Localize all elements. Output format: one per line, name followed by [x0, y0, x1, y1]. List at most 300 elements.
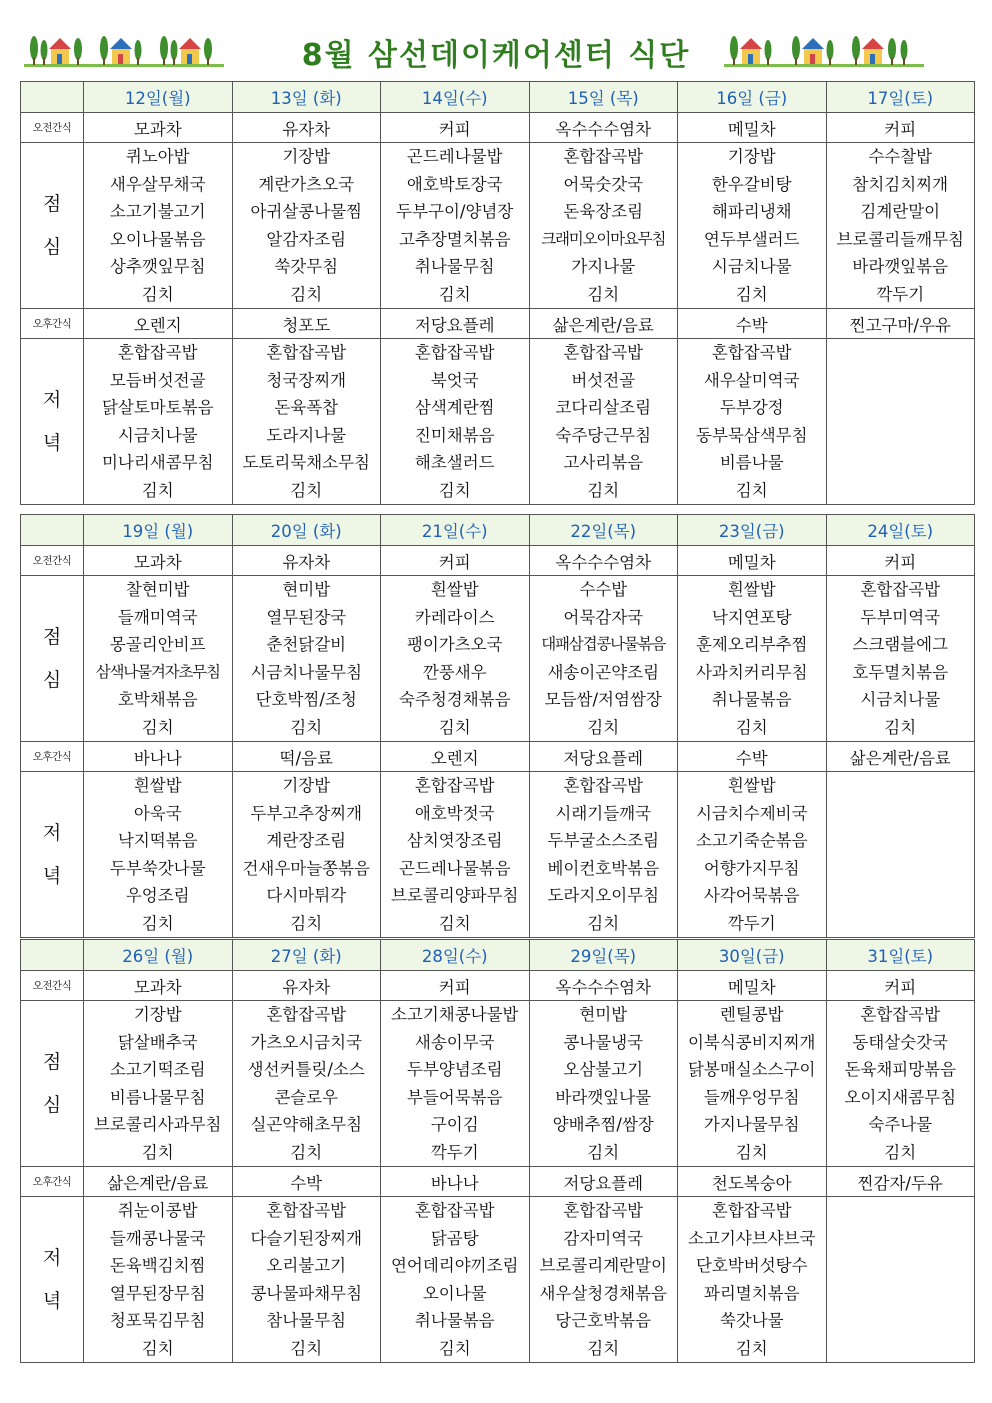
menu-item: 두부양념조림 — [406, 1060, 503, 1079]
menu-item: 흰쌀밥 — [727, 776, 776, 795]
menu-item: 수수밥 — [579, 580, 628, 599]
menu-item: 꽈리멸치볶음 — [703, 1283, 800, 1303]
morning-snack-row — [21, 546, 975, 576]
menu-item: 숙주당근무침 — [555, 425, 652, 445]
lunch-cell — [529, 143, 678, 309]
dinner-label-char: 녁 — [42, 431, 62, 454]
menu-item: 소고기떡조림 — [109, 1060, 206, 1079]
menu-item: 애호박토장국 — [406, 174, 503, 194]
menu-item: 두부구이/양념장 — [396, 202, 514, 221]
menu-item: 소고기불고기 — [109, 202, 206, 221]
menu-item: 콩나물파채무침 — [250, 1283, 363, 1303]
menu-item: 돈육폭찹 — [274, 398, 339, 417]
date-row — [21, 82, 975, 113]
afternoon-snack-label: 오후간식 — [21, 742, 84, 772]
lunch-cell — [678, 576, 827, 742]
menu-item: 혼합잡곡밥 — [414, 343, 495, 362]
menu-item: 김치 — [438, 480, 471, 500]
dinner-cell — [84, 339, 233, 505]
menu-item: 김치 — [735, 1142, 768, 1162]
menu-item: 김치 — [587, 480, 620, 500]
menu-item: 낙지연포탕 — [711, 607, 792, 627]
menu-item: 애호박젓국 — [414, 803, 495, 823]
date-cell: 16일 (금) — [678, 82, 827, 113]
menu-item: 김치 — [290, 480, 323, 500]
menu-item: 렌틸콩밥 — [719, 1005, 784, 1024]
menu-item: 혼합잡곡밥 — [414, 776, 495, 795]
lunch-label — [21, 143, 84, 309]
menu-item: 가지나물무침 — [703, 1115, 800, 1134]
menu-item: 바라깻잎나물 — [555, 1087, 652, 1107]
menu-item: 김치 — [290, 1338, 323, 1358]
menu-item: 들깨우엉무침 — [703, 1087, 800, 1107]
menu-item: 카레라이스 — [414, 607, 495, 627]
menu-item: 열무된장무침 — [109, 1283, 206, 1303]
lunch-label — [21, 576, 84, 742]
menu-item: 김치 — [587, 1338, 620, 1358]
page-title: 8월 삼선데이케어센터 식단 — [301, 38, 691, 73]
menu-item: 도토리묵채소무침 — [242, 453, 370, 472]
date-cell: 21일(수) — [381, 515, 530, 546]
menu-item: 들깨콩나물국 — [109, 1228, 206, 1248]
menu-item: 새송이곤약조림 — [547, 662, 660, 682]
menu-item: 다시마튀각 — [266, 886, 347, 905]
menu-item: 혼합잡곡밥 — [266, 1005, 347, 1024]
lunch-cell — [232, 143, 381, 309]
date-cell: 15일 (목) — [529, 82, 678, 113]
date-cell: 22일(목) — [529, 515, 678, 546]
menu-item: 혼합잡곡밥 — [563, 776, 644, 795]
menu-item: 이북식콩비지찌개 — [687, 1032, 816, 1052]
dinner-cell — [232, 772, 381, 938]
morning-snack-row — [21, 113, 975, 143]
afternoon-snack-cell: 천도복숭아 — [678, 1167, 827, 1197]
menu-item: 기장밥 — [133, 1005, 182, 1024]
menu-item: 계란장조림 — [266, 831, 347, 850]
morning-snack-cell: 메밀차 — [678, 971, 827, 1001]
menu-item: 수수찰밥 — [868, 147, 933, 166]
lunch-cell — [678, 143, 827, 309]
afternoon-snack-cell: 청포도 — [232, 309, 381, 339]
menu-item: 혼합잡곡밥 — [563, 1201, 644, 1220]
dinner-label-char: 녁 — [42, 1289, 62, 1312]
menu-item: 시래기들깨국 — [555, 803, 652, 823]
menu-item: 고추장멸치볶음 — [398, 229, 511, 249]
menu-item: 취나물무침 — [414, 257, 495, 276]
menu-item: 현미밥 — [579, 1005, 628, 1024]
menu-item: 김치 — [735, 1338, 768, 1358]
menu-item: 오삼불고기 — [563, 1060, 644, 1079]
menu-item: 두부미역국 — [860, 607, 941, 627]
menu-item: 건새우마늘쫑볶음 — [242, 858, 370, 878]
menu-item: 혼합잡곡밥 — [266, 343, 347, 362]
menu-item: 콩나물냉국 — [563, 1032, 644, 1052]
dinner-cell — [529, 1197, 678, 1363]
menu-item: 깍두기 — [727, 913, 776, 933]
menu-item: 참치김치찌개 — [852, 174, 949, 194]
morning-snack-cell: 옥수수수염차 — [529, 971, 678, 1001]
date-cell: 17일(토) — [826, 82, 975, 113]
menu-item: 혼합잡곡밥 — [266, 1201, 347, 1220]
dinner-label — [21, 1197, 84, 1363]
afternoon-snack-cell: 삶은계란/음료 — [84, 1167, 233, 1197]
menu-item: 돈육채피망볶음 — [844, 1060, 957, 1079]
menu-item: 사각어묵볶음 — [703, 886, 800, 905]
afternoon-snack-cell: 저당요플레 — [529, 1167, 678, 1197]
dinner-cell — [678, 339, 827, 505]
dinner-row — [21, 1197, 975, 1363]
menu-item: 연두부샐러드 — [703, 229, 800, 249]
menu-item: 김치 — [438, 1338, 471, 1358]
menu-item: 해초샐러드 — [414, 453, 495, 472]
morning-snack-cell: 메밀차 — [678, 113, 827, 143]
menu-item: 소고기샤브샤브국 — [687, 1228, 816, 1248]
menu-item: 훈제오리부추찜 — [695, 635, 808, 654]
morning-snack-cell: 옥수수수염차 — [529, 113, 678, 143]
menu-item: 크래미오이마요무침 — [541, 229, 666, 248]
menu-item: 김치 — [438, 717, 471, 737]
dinner-label-char: 녁 — [42, 864, 62, 887]
menu-item: 양배추찜/쌈장 — [552, 1115, 654, 1134]
date-cell: 24일(토) — [826, 515, 975, 546]
menu-item: 오이나물볶음 — [109, 229, 206, 249]
menu-item: 김치 — [438, 913, 471, 933]
date-row-corner — [21, 515, 84, 546]
menu-item: 오리불고기 — [266, 1256, 347, 1275]
menu-item: 김치 — [290, 1142, 323, 1162]
lunch-cell — [529, 576, 678, 742]
menu-item: 브로콜리들깨무침 — [836, 229, 964, 249]
dinner-cell — [826, 772, 975, 938]
afternoon-snack-cell: 삶은계란/음료 — [529, 309, 678, 339]
dinner-cell — [826, 1197, 975, 1363]
menu-item: 구이김 — [430, 1115, 479, 1134]
menu-item: 실곤약해초무침 — [250, 1115, 363, 1134]
lunch-row — [21, 576, 975, 742]
dinner-label-char: 저 — [42, 821, 62, 844]
menu-item: 열무된장국 — [266, 607, 347, 627]
menu-item: 두부고추장찌개 — [250, 803, 363, 823]
afternoon-snack-row — [21, 1167, 975, 1197]
menu-item: 시금치나물 — [860, 690, 941, 709]
menu-item: 감자미역국 — [563, 1228, 644, 1248]
morning-snack-label: 오전간식 — [21, 113, 84, 143]
dinner-cell — [84, 1197, 233, 1363]
date-cell: 13일 (화) — [232, 82, 381, 113]
menu-item: 곤드레나물볶음 — [398, 858, 511, 878]
date-row-corner — [21, 82, 84, 113]
menu-item: 쑥갓무침 — [274, 257, 339, 276]
menu-item: 고사리볶음 — [563, 453, 644, 472]
dinner-cell — [232, 339, 381, 505]
menu-item: 부들어묵볶음 — [406, 1087, 503, 1107]
afternoon-snack-cell: 떡/음료 — [232, 742, 381, 772]
menu-item: 춘천닭갈비 — [266, 635, 347, 654]
afternoon-snack-cell: 바나나 — [381, 1167, 530, 1197]
menu-item: 진미채볶음 — [414, 425, 495, 445]
afternoon-snack-label: 오후간식 — [21, 1167, 84, 1197]
menu-item: 김치 — [438, 284, 471, 304]
lunch-label — [21, 1001, 84, 1167]
dinner-label — [21, 339, 84, 505]
lunch-cell — [826, 1001, 975, 1167]
menu-item: 김계란말이 — [860, 202, 941, 221]
menu-item: 어향가지무침 — [703, 858, 800, 878]
menu-item: 바라깻잎볶음 — [852, 257, 949, 276]
morning-snack-cell: 옥수수수염차 — [529, 546, 678, 576]
date-cell: 14일(수) — [381, 82, 530, 113]
menu-item: 흰쌀밥 — [727, 580, 776, 599]
afternoon-snack-cell: 바나나 — [84, 742, 233, 772]
morning-snack-cell: 커피 — [381, 546, 530, 576]
menu-item: 혼합잡곡밥 — [414, 1201, 495, 1220]
morning-snack-cell: 모과차 — [84, 971, 233, 1001]
menu-table-week-3 — [20, 939, 975, 1363]
menu-item: 흰쌀밥 — [133, 776, 182, 795]
menu-item: 혼합잡곡밥 — [711, 1201, 792, 1220]
menu-item: 혼합잡곡밥 — [117, 343, 198, 362]
menu-item: 시금치나물무침 — [250, 662, 363, 682]
menu-item: 김치 — [141, 1142, 174, 1162]
lunch-cell — [232, 576, 381, 742]
menu-item: 오이지새콤무침 — [844, 1087, 957, 1107]
menu-item: 돈육장조림 — [563, 202, 644, 221]
menu-item: 호두멸치볶음 — [852, 662, 949, 682]
lunch-cell — [381, 1001, 530, 1167]
menu-item: 북엇국 — [430, 370, 479, 390]
menu-item: 기장밥 — [282, 776, 331, 795]
menu-item: 도라지오이무침 — [547, 886, 660, 905]
afternoon-snack-cell: 찐고구마/우유 — [826, 309, 975, 339]
dinner-label — [21, 772, 84, 938]
lunch-cell — [678, 1001, 827, 1167]
morning-snack-cell: 커피 — [826, 113, 975, 143]
dinner-cell — [529, 772, 678, 938]
lunch-row — [21, 1001, 975, 1167]
morning-snack-cell: 유자차 — [232, 546, 381, 576]
menu-item: 시금치나물 — [117, 425, 198, 445]
menu-item: 해파리냉채 — [711, 202, 792, 221]
menu-item: 곤드레나물밥 — [406, 147, 503, 166]
menu-item: 찰현미밥 — [125, 580, 190, 599]
menu-item: 우엉조림 — [125, 886, 190, 905]
menu-item: 김치 — [587, 717, 620, 737]
menu-item: 팽이가츠오국 — [406, 635, 503, 654]
menu-item: 아욱국 — [133, 803, 182, 823]
lunch-cell — [826, 143, 975, 309]
lunch-cell — [381, 143, 530, 309]
menu-item: 닭살토마토볶음 — [101, 398, 214, 417]
menu-item: 모듬버섯전골 — [109, 370, 206, 390]
morning-snack-cell: 커피 — [381, 113, 530, 143]
date-row — [21, 515, 975, 546]
dinner-cell — [678, 1197, 827, 1363]
menu-item: 도라지나물 — [266, 425, 347, 445]
menu-item: 두부굴소스조림 — [547, 831, 660, 850]
menu-item: 알감자조림 — [266, 229, 347, 249]
menu-item: 김치 — [141, 1338, 174, 1358]
menu-item: 닭봉매실소스구이 — [687, 1060, 816, 1079]
menu-item: 브로콜리사과무침 — [93, 1115, 222, 1134]
menu-item: 혼합잡곡밥 — [711, 343, 792, 362]
lunch-label-char: 점 — [42, 1050, 62, 1073]
morning-snack-label: 오전간식 — [21, 971, 84, 1001]
dinner-row — [21, 339, 975, 505]
dinner-cell — [232, 1197, 381, 1363]
menu-table-week-1 — [20, 81, 975, 505]
menu-item: 새송이무국 — [414, 1032, 495, 1052]
menu-item: 깍두기 — [430, 1142, 479, 1162]
lunch-label-char: 심 — [42, 668, 62, 691]
menu-item: 기장밥 — [282, 147, 331, 166]
menu-item: 혼합잡곡밥 — [860, 1005, 941, 1024]
menu-item: 코다리살조림 — [555, 398, 652, 417]
menu-item: 소고기죽순볶음 — [695, 831, 808, 850]
menu-item: 가츠오시금치국 — [250, 1032, 363, 1052]
menu-item: 혼합잡곡밥 — [563, 147, 644, 166]
dinner-label-char: 저 — [42, 388, 62, 411]
date-cell: 23일(금) — [678, 515, 827, 546]
morning-snack-cell: 커피 — [826, 971, 975, 1001]
morning-snack-cell: 모과차 — [84, 113, 233, 143]
menu-item: 김치 — [141, 480, 174, 500]
dinner-cell — [381, 772, 530, 938]
menu-item: 김치 — [290, 717, 323, 737]
morning-snack-cell: 모과차 — [84, 546, 233, 576]
village-decoration-right-icon — [724, 34, 924, 68]
menu-item: 김치 — [735, 480, 768, 500]
menu-item: 김치 — [141, 913, 174, 933]
menu-item: 연어데리야끼조림 — [390, 1256, 519, 1275]
lunch-cell — [84, 1001, 233, 1167]
menu-item: 당근호박볶음 — [555, 1311, 652, 1330]
lunch-cell — [529, 1001, 678, 1167]
date-cell: 27일 (화) — [232, 940, 381, 971]
menu-item: 상추깻잎무침 — [109, 257, 206, 276]
date-cell: 29일(목) — [529, 940, 678, 971]
menu-item: 가지나물 — [571, 257, 636, 276]
afternoon-snack-cell: 찐감자/두유 — [826, 1167, 975, 1197]
menu-item: 콘슬로우 — [274, 1087, 339, 1107]
morning-snack-cell: 메밀차 — [678, 546, 827, 576]
morning-snack-cell: 커피 — [826, 546, 975, 576]
dinner-row — [21, 772, 975, 938]
lunch-label-char: 점 — [42, 192, 62, 215]
menu-item: 스크램블에그 — [852, 635, 949, 654]
menu-item: 대패삼겹콩나물볶음 — [541, 635, 666, 653]
lunch-row — [21, 143, 975, 309]
date-row-corner — [21, 940, 84, 971]
menu-item: 김치 — [587, 1142, 620, 1162]
date-cell: 12일(월) — [84, 82, 233, 113]
menu-item: 비름나물무침 — [109, 1087, 206, 1107]
menu-item: 생선커틀릿/소스 — [247, 1060, 365, 1079]
afternoon-snack-cell: 수박 — [678, 309, 827, 339]
menu-item: 들깨미역국 — [117, 607, 198, 627]
menu-item: 동태살숫갓국 — [852, 1032, 949, 1052]
morning-snack-cell: 유자차 — [232, 971, 381, 1001]
dinner-label-char: 저 — [42, 1246, 62, 1269]
date-cell: 28일(수) — [381, 940, 530, 971]
menu-item: 아귀살콩나물찜 — [250, 202, 363, 221]
afternoon-snack-cell: 삶은계란/음료 — [826, 742, 975, 772]
menu-item: 브로콜리양파무침 — [390, 886, 519, 905]
afternoon-snack-cell: 수박 — [232, 1167, 381, 1197]
date-cell: 26일 (월) — [84, 940, 233, 971]
date-cell: 31일(토) — [826, 940, 975, 971]
menu-item: 어묵감자국 — [563, 607, 644, 627]
menu-item: 소고기채콩나물밥 — [390, 1005, 519, 1024]
lunch-cell — [232, 1001, 381, 1167]
menu-item: 돈육백김치찜 — [109, 1256, 206, 1275]
menu-item: 미나리새콤무침 — [101, 453, 214, 472]
menu-item: 시금치수제비국 — [695, 803, 808, 823]
menu-item: 쥐눈이콩밥 — [117, 1201, 198, 1220]
menu-item: 혼합잡곡밥 — [563, 343, 644, 362]
lunch-cell — [84, 576, 233, 742]
dinner-cell — [381, 339, 530, 505]
afternoon-snack-cell: 오렌지 — [84, 309, 233, 339]
date-row — [21, 940, 975, 971]
date-cell: 19일 (월) — [84, 515, 233, 546]
menu-item: 단호박버섯탕수 — [695, 1256, 808, 1275]
menu-item: 사과치커리무침 — [695, 662, 808, 682]
afternoon-snack-cell: 수박 — [678, 742, 827, 772]
menu-item: 비름나물 — [719, 453, 784, 472]
menu-item: 오이나물 — [422, 1283, 487, 1303]
dinner-cell — [678, 772, 827, 938]
menu-item: 김치 — [884, 717, 917, 737]
date-cell: 30일(금) — [678, 940, 827, 971]
afternoon-snack-cell: 오렌지 — [381, 742, 530, 772]
menu-item: 숙주청경채볶음 — [398, 690, 511, 709]
menu-item: 베이컨호박볶음 — [547, 858, 660, 878]
menu-item: 새우살미역국 — [703, 370, 800, 390]
afternoon-snack-label: 오후간식 — [21, 309, 84, 339]
menu-item: 두부강정 — [719, 398, 784, 417]
morning-snack-label: 오전간식 — [21, 546, 84, 576]
morning-snack-cell: 커피 — [381, 971, 530, 1001]
menu-item: 김치 — [884, 1142, 917, 1162]
menu-item: 모듬쌈/저염쌈장 — [544, 690, 662, 709]
menu-item: 버섯전골 — [571, 370, 636, 390]
menu-item: 흰쌀밥 — [430, 580, 479, 599]
date-cell: 20일 (화) — [232, 515, 381, 546]
menu-item: 청국장찌개 — [266, 370, 347, 390]
title-bar — [20, 28, 972, 74]
dinner-cell — [529, 339, 678, 505]
menu-item: 혼합잡곡밥 — [860, 580, 941, 599]
menu-item: 브로콜리계란말이 — [539, 1256, 667, 1275]
menu-item: 시금치나물 — [711, 257, 792, 276]
lunch-cell — [826, 576, 975, 742]
menu-item: 기장밥 — [727, 147, 776, 166]
menu-item: 어묵숫갓국 — [563, 174, 644, 194]
menu-item: 삼색계란찜 — [414, 398, 495, 417]
menu-item: 김치 — [735, 284, 768, 304]
afternoon-snack-cell: 저당요플레 — [529, 742, 678, 772]
dinner-cell — [381, 1197, 530, 1363]
menu-item: 쑥갓나물 — [719, 1311, 784, 1330]
lunch-label-char: 심 — [42, 1093, 62, 1116]
menu-item: 호박채볶음 — [117, 690, 198, 709]
lunch-label-char: 심 — [42, 235, 62, 258]
menu-item: 몽골리안비프 — [109, 635, 206, 654]
menu-table-week-2 — [20, 514, 975, 938]
dinner-cell — [826, 339, 975, 505]
menu-item: 삼색나물겨자초무침 — [95, 662, 220, 681]
menu-item: 김치 — [141, 284, 174, 304]
